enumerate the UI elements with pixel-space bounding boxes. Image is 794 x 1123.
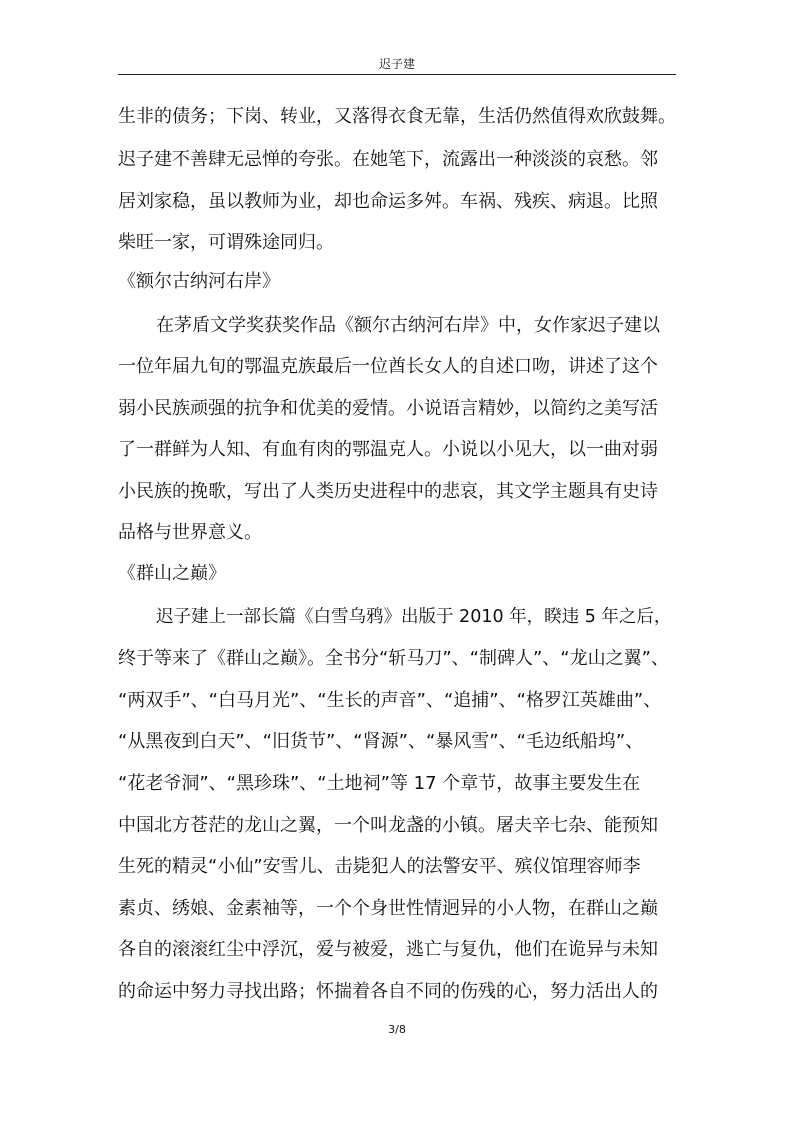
body-line: 小民族的挽歌，写出了人类历史进程中的悲哀，其文学主题具有史诗 [118,481,658,502]
body-line: “从黑夜到白天”、“旧货节”、“肾源”、“暴风雪”、“毛边纸船坞”、 [118,731,644,752]
body-line: 品格与世界意义。 [118,522,262,543]
body-line: 迟子建不善肆无忌惮的夸张。在她笔下，流露出一种淡淡的哀愁。邻 [118,149,658,170]
body-line: 的命运中努力寻找出路；怀揣着各自不同的伤残的心，努力活出人的 [118,981,658,1002]
body-line: 素贞、绣娘、金素袖等，一个个身世性情迥异的小人物，在群山之巅 [118,898,658,919]
body-line: “花老爷洞”、“黑珍珠”、“土地祠”等 17 个章节，故事主要发生在 [118,773,641,794]
body-line: 各自的滚滚红尘中浮沉，爱与被爱，逃亡与复仇，他们在诡异与未知 [118,939,658,960]
body-line: 居刘家稳，虽以教师为业，却也命运多舛。车祸、残疾、病退。比照 [118,191,658,212]
body-line: 了一群鲜为人知、有血有肉的鄂温克人。小说以小见大，以一曲对弱 [118,439,658,460]
page-number: 3/8 [388,1023,406,1036]
body-line: 弱小民族顽强的抗争和优美的爱情。小说语言精妙，以简约之美写活 [118,398,658,419]
section-title: 《群山之巅》 [118,563,226,584]
body-line: 迟子建上一部长篇《白雪乌鸦》出版于 2010 年，睽违 5 年之后， [156,607,672,627]
body-line: 柴旺一家，可谓殊途同归。 [118,232,334,253]
body-line: 在茅盾文学奖获奖作品《额尔古纳河右岸》中，女作家迟子建以 [156,315,660,336]
body-line: 生死的精灵“小仙”安雪儿、击毙犯人的法警安平、殡仪馆理容师李 [118,856,641,877]
header-rule [118,74,676,75]
body-line: 一位年届九旬的鄂温克族最后一位酋长女人的自述口吻，讲述了这个 [118,356,658,377]
body-line: 中国北方苍茫的龙山之翼，一个叫龙盏的小镇。屠夫辛七杂、能预知 [118,815,658,836]
body-line: “两双手”、“白马月光”、“生长的声音”、“追捕”、“格罗江英雄曲”、 [118,690,662,711]
header-title: 迟子建 [378,57,415,71]
body-line: 生非的债务；下岗、转业，又落得衣食无靠，生活仍然值得欢欣鼓舞。 [118,106,676,127]
body-line: 终于等来了《群山之巅》。全书分“斩马刀”、“制碑人”、“龙山之翼”、 [118,648,669,669]
section-title: 《额尔古纳河右岸》 [118,271,280,292]
